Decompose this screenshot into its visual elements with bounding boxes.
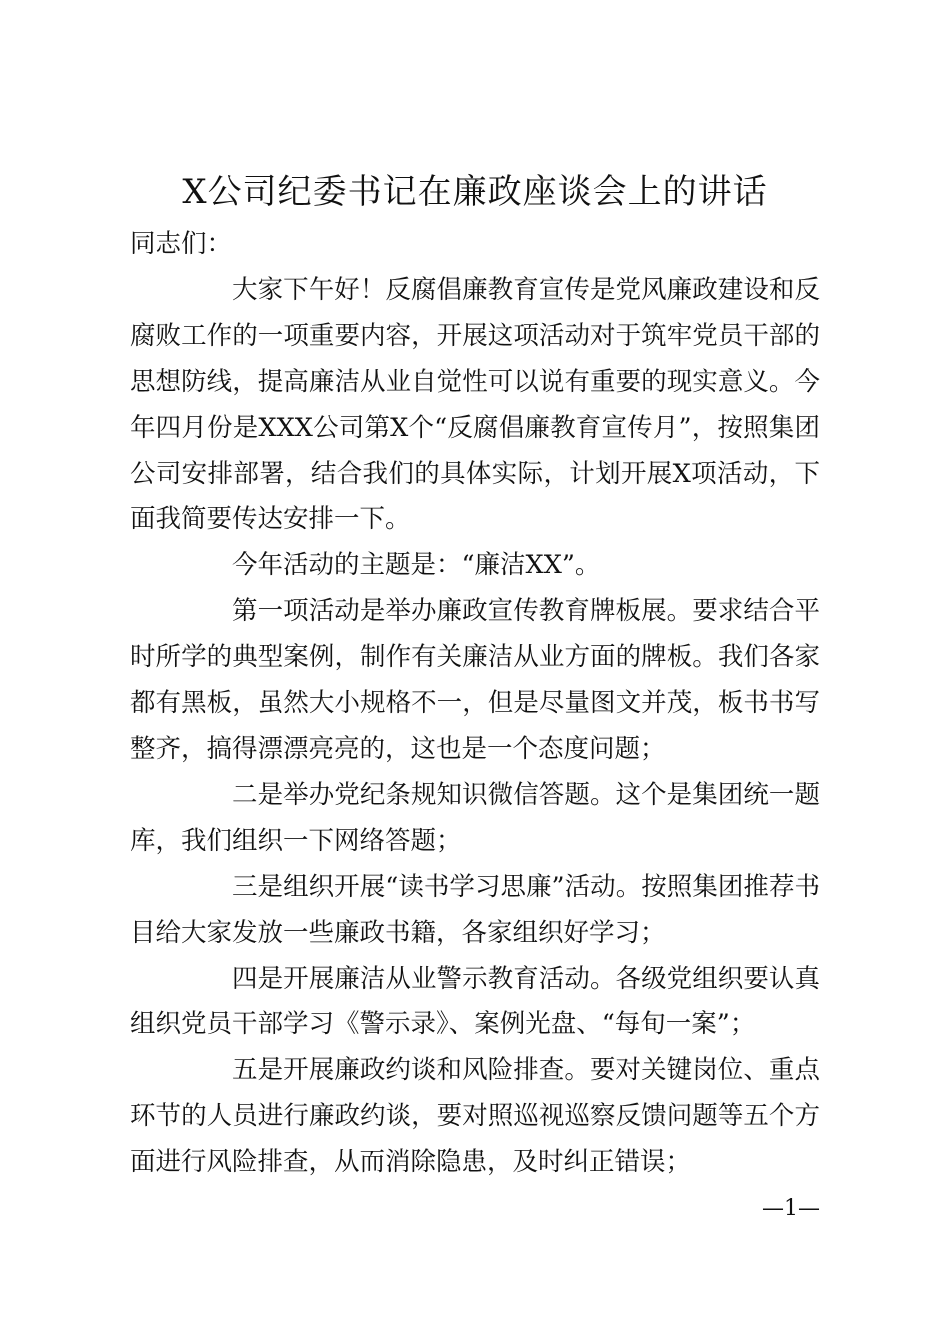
page-number: —1—	[762, 1196, 820, 1221]
salutation: 同志们：	[130, 229, 233, 259]
document-body	[130, 222, 820, 1186]
paragraph-greeting: 大家下午好！反腐倡廉教育宣传是党风廉政建设和反腐败工作的一项重要内容，开展这项活动对于筑牢党员干部的思想防线，提高廉洁从业自觉性可以说有重要的现实意义。今年四月份是XXX公司第X个“反腐倡廉教育宣传月”，按照集团公司安排部署，结合我们的具体实际，计划开展X项活动，下面我简要传达安排一下。	[130, 274, 820, 535]
paragraph-activity-4: 四是开展廉洁从业警示教育活动。各级党组织要认真组织党员干部学习《警示录》、案例光盘、“每旬一案”；	[130, 963, 820, 1040]
paragraph-activity-3: 三是组织开展“读书学习思廉”活动。按照集团推荐书目给大家发放一些廉政书籍，各家组织好学习；	[130, 871, 820, 948]
paragraph-activity-2: 二是举办党纪条规知识微信答题。这个是集团统一题库，我们组织一下网络答题；	[130, 779, 820, 856]
paragraph-activity-5: 五是开展廉政约谈和风险排查。要对关键岗位、重点环节的人员进行廉政约谈，要对照巡视巡察反馈问题等五个方面进行风险排查，从而消除隐患，及时纠正错误；	[130, 1055, 820, 1178]
paragraph-theme: 今年活动的主题是：“廉洁XX”。	[232, 550, 601, 581]
paragraph-activity-1: 第一项活动是举办廉政宣传教育牌板展。要求结合平时所学的典型案例，制作有关廉洁从业方面的牌板。我们各家都有黑板，虽然大小规格不一，但是尽量图文并茂，板书书写整齐，搞得漂漂亮亮的，这也是一个态度问题；	[130, 596, 820, 764]
document-title: X公司纪委书记在廉政座谈会上的讲话	[182, 172, 768, 212]
